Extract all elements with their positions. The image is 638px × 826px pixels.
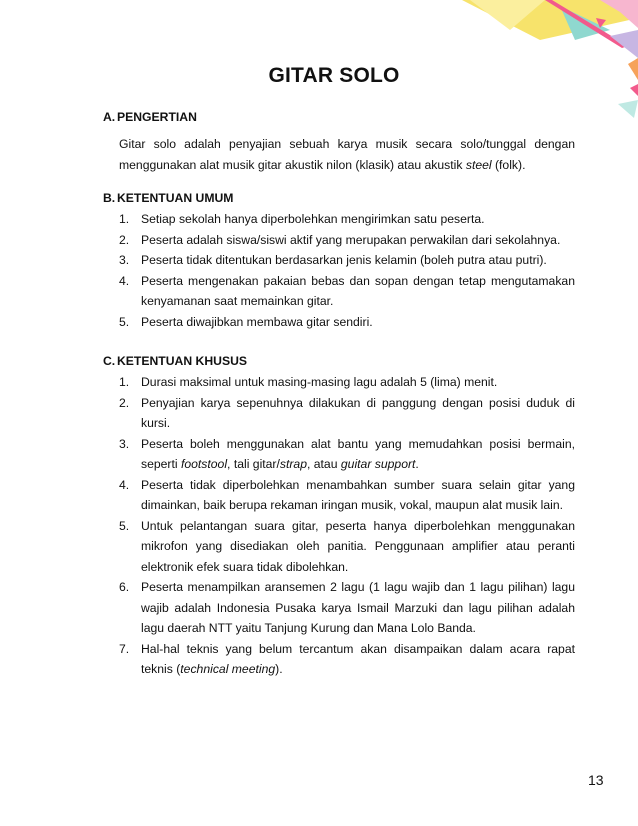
section-title: KETENTUAN UMUM — [117, 191, 234, 205]
list-text: Peserta mengenakan pakaian bebas dan sopan dengan tetap mengutamakan kenyamanan saat memainkan gitar. — [141, 273, 575, 308]
section-heading — [103, 108, 575, 126]
list-number: 1. — [119, 212, 130, 226]
section-title: PENGERTIAN — [117, 110, 197, 124]
list-text: Peserta tidak diperbolehkan menambahkan sumber suara selain gitar yang dimainkan, baik berupa rekaman iringan musik, vokal, maupun alat musik lain. — [141, 477, 575, 512]
deco-light-teal — [618, 100, 638, 118]
document-body — [103, 108, 575, 694]
list-number: 1. — [119, 375, 130, 389]
list-item — [103, 639, 575, 680]
list-item — [103, 577, 575, 639]
list-text: Penyajian karya sepenuhnya dilakukan di panggung dengan posisi duduk di kursi. — [141, 395, 575, 430]
list-text: Untuk pelantangan suara gitar, peserta hanya diperbolehkan menggunakan mikrofon yang disediakan oleh panitia. Penggunaan amplifier atau peranti elektronik efek suara tidak dibolehkan. — [141, 518, 575, 574]
section-ketentuan-khusus — [103, 352, 575, 680]
list-item — [103, 209, 575, 230]
list-number: 2. — [119, 232, 130, 247]
list-number: 4. — [119, 477, 130, 492]
list-text: , tali gitar/ — [227, 457, 280, 471]
section-letter: C. — [103, 354, 116, 368]
list-text: Durasi maksimal untuk masing-masing lagu adalah 5 (lima) menit. — [141, 375, 498, 389]
page-title: GITAR SOLO — [268, 64, 400, 87]
section-heading — [103, 352, 575, 370]
list-number: 4. — [119, 273, 130, 288]
paragraph-text: Gitar solo adalah penyajian sebuah karya musik secara solo/tunggal dengan menggunakan alat musik gitar akustik nilon (klasik) atau akustik — [119, 137, 575, 172]
list-item — [103, 516, 575, 578]
section-letter: B. — [103, 191, 116, 205]
list-item — [103, 312, 575, 333]
list-italic-text: footstool — [180, 457, 228, 471]
list-number: 7. — [119, 641, 130, 656]
list-text: Setiap sekolah hanya diperbolehkan mengirimkan satu peserta. — [141, 212, 485, 226]
list-number: 3. — [119, 436, 130, 451]
list-number: 3. — [119, 253, 130, 267]
section-title: KETENTUAN KHUSUS — [117, 354, 248, 368]
section-letter: A. — [103, 110, 116, 124]
ketentuan-khusus-list — [103, 372, 575, 680]
list-item — [103, 434, 575, 475]
list-italic-text: technical meeting — [180, 662, 276, 676]
list-number: 5. — [119, 314, 130, 329]
section-paragraph — [119, 134, 575, 175]
list-text: ). — [275, 662, 283, 676]
list-number: 6. — [119, 580, 130, 594]
list-text: . — [415, 457, 419, 471]
page-number: 13 — [588, 772, 604, 788]
section-heading — [103, 189, 575, 207]
list-number: 5. — [119, 518, 130, 533]
list-item — [103, 475, 575, 516]
list-italic-text: strap — [279, 457, 307, 471]
paragraph-italic-text: steel — [465, 157, 492, 172]
list-text: Hal-hal teknis yang belum tercantum akan disampaikan dalam acara rapat teknis ( — [141, 641, 575, 676]
list-item — [103, 250, 575, 271]
list-text: , atau — [307, 457, 341, 471]
list-item — [103, 393, 575, 434]
list-item — [103, 271, 575, 312]
list-item — [103, 230, 575, 251]
paragraph-text: (folk). — [491, 157, 526, 172]
list-text: Peserta diwajibkan membawa gitar sendiri. — [141, 314, 373, 329]
section-pengertian — [103, 108, 575, 175]
list-text: Peserta adalah siswa/siswi aktif yang merupakan perwakilan dari sekolahnya. — [141, 232, 561, 247]
list-text: Peserta boleh menggunakan alat bantu yang memudahkan posisi bermain, seperti — [141, 436, 575, 471]
list-text: Peserta menampilkan aransemen 2 lagu (1 lagu wajib dan 1 lagu pilihan) lagu wajib adalah Indonesia Pusaka karya Ismail Marzuki dan lagu pilihan adalah lagu daerah NTT yaitu Tanjung Kurung dan Mana Lolo Banda. — [141, 580, 575, 635]
list-text: Peserta tidak ditentukan berdasarkan jenis kelamin (boleh putra atau putri). — [141, 253, 547, 267]
section-ketentuan-umum — [103, 189, 575, 332]
deco-purple-triangle — [610, 30, 638, 58]
ketentuan-umum-list — [103, 209, 575, 332]
list-item — [103, 372, 575, 393]
list-italic-text: guitar support — [340, 457, 416, 471]
list-number: 2. — [119, 395, 130, 410]
